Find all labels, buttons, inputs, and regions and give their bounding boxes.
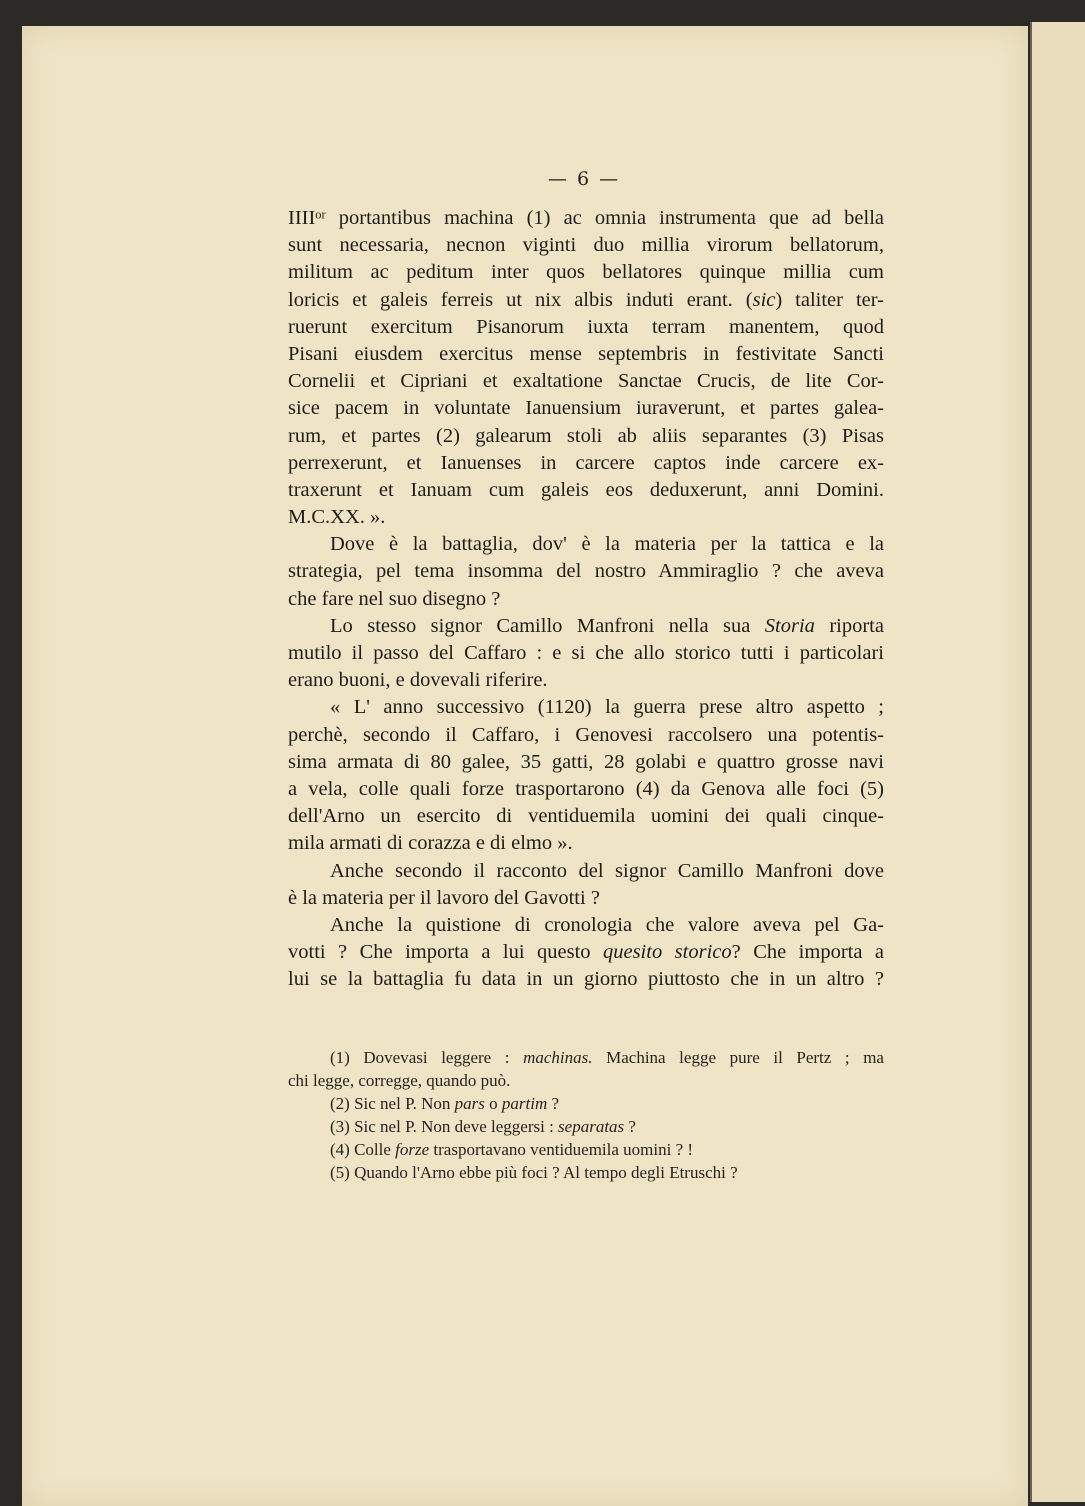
text-segment: Pisani eiusdem exercitus mense septembris in festivitate Sancti	[288, 342, 884, 365]
body-line	[288, 640, 884, 667]
body-line	[288, 966, 884, 993]
footnote-line	[288, 1069, 884, 1092]
body-line	[288, 259, 884, 286]
footnote-line	[288, 1115, 884, 1138]
body-line	[288, 803, 884, 830]
body-line	[288, 667, 884, 694]
text-segment: Cornelii et Cipriani et exaltatione Sanctae Crucis, de lite Cor-	[288, 370, 884, 393]
text-segment: che fare nel suo disegno ?	[288, 587, 501, 610]
body-line	[288, 613, 884, 640]
body-line	[288, 368, 884, 395]
text-segment: (2) Sic nel P. Non	[330, 1094, 455, 1113]
text-segment: sice pacem in voluntate Ianuensium iuraverunt, et partes galea-	[288, 397, 884, 420]
text-segment: perchè, secondo il Caffaro, i Genovesi raccolsero una potentis-	[288, 723, 884, 746]
text-segment: chi legge, corregge, quando può.	[288, 1071, 511, 1090]
footnote-line	[288, 1138, 884, 1161]
text-segment: perrexerunt, et Ianuenses in carcere captos inde carcere ex-	[288, 451, 884, 474]
body-line	[288, 749, 884, 776]
body-line	[288, 939, 884, 966]
body-line	[288, 341, 884, 368]
text-segment: IIII	[288, 207, 316, 229]
text-segment: militum ac peditum inter quos bellatores quinque millia cum	[288, 261, 884, 284]
italic-text: pars	[454, 1094, 485, 1113]
body-line	[288, 395, 884, 422]
text-segment: Lo stesso signor Camillo Manfroni nella sua	[330, 614, 765, 637]
body-line	[288, 776, 884, 803]
body-line	[288, 885, 884, 912]
body-text	[288, 205, 884, 993]
body-line	[288, 504, 884, 531]
text-segment: votti ? Che importa a lui questo	[288, 941, 603, 964]
text-segment: ) taliter ter-	[775, 288, 884, 311]
text-segment: mutilo il passo del Caffaro : e si che allo storico tutti i particolari	[288, 642, 884, 664]
italic-text: machinas.	[523, 1048, 593, 1067]
text-segment: (3) Sic nel P. Non deve leggersi :	[330, 1117, 559, 1136]
text-segment: mila armati di corazza e di elmo ».	[288, 832, 573, 855]
text-segment: trasportavano ventiduemila uomini ? !	[429, 1140, 694, 1159]
text-segment: Machina legge pure il Pertz ; ma	[592, 1048, 884, 1067]
text-segment: ruerunt exercitum Pisanorum iuxta terram manentem, quod	[288, 315, 884, 338]
page-number: — 6 —	[548, 168, 621, 190]
body-line	[288, 423, 884, 450]
body-line	[288, 450, 884, 477]
body-line	[288, 232, 884, 259]
text-segment: (1) Dovevasi leggere :	[330, 1048, 524, 1067]
text-segment: sunt necessaria, necnon viginti duo millia virorum bellatorum,	[288, 234, 884, 257]
text-segment: Anche la quistione di cronologia che valore aveva pel Ga-	[330, 913, 884, 936]
text-segment: dell'Arno un esercito di ventiduemila uomini dei quali cinque-	[288, 805, 884, 828]
text-segment: ?	[624, 1117, 636, 1136]
text-segment: sima armata di 80 galee, 35 gatti, 28 golabi e quattro grosse navi	[288, 750, 884, 773]
italic-text: Storia	[764, 614, 815, 637]
footnote-line	[288, 1092, 884, 1115]
italic-text: partim	[501, 1094, 548, 1113]
body-line	[288, 912, 884, 939]
text-segment: rum, et partes (2) galearum stoli ab aliis separantes (3) Pisas	[288, 424, 884, 447]
text-segment: ?	[547, 1094, 560, 1113]
body-line	[288, 586, 884, 613]
body-line	[288, 722, 884, 749]
text-segment: Dove è la battaglia, dov' è la materia per la tattica e la	[330, 533, 884, 556]
text-segment: (4) Colle	[330, 1140, 396, 1159]
body-line	[288, 830, 884, 857]
body-line	[288, 531, 884, 558]
text-segment: ? Che importa a	[731, 941, 885, 964]
text-segment: a vela, colle quali forze trasportarono (4) da Genova alle foci (5)	[288, 777, 884, 800]
text-segment: « L' anno successivo (1120) la guerra prese altro aspetto ;	[330, 696, 884, 719]
body-line	[288, 205, 884, 232]
footnotes	[288, 1046, 884, 1184]
text-segment: lui se la battaglia fu data in un giorno piuttosto che in un altro ?	[288, 968, 884, 991]
text-segment: M.C.XX. ».	[288, 506, 386, 529]
italic-text: forze	[395, 1140, 430, 1159]
text-segment: Anche secondo il racconto del signor Camillo Manfroni dove	[330, 859, 884, 882]
text-segment: erano buoni, e dovevali riferire.	[288, 669, 548, 692]
text-segment: traxerunt et Ianuam cum galeis eos deduxerunt, anni Domini.	[288, 478, 884, 501]
adjacent-page-edge	[1030, 22, 1085, 1502]
text-segment: portantibus machina (1) ac omnia instrumenta que ad bella	[325, 207, 884, 229]
text-segment: (5) Quando l'Arno ebbe più foci ? Al tempo degli Etruschi ?	[330, 1163, 738, 1182]
text-segment: strategia, pel tema insomma del nostro Ammiraglio ? che aveva	[288, 560, 884, 583]
text-segment: o	[484, 1094, 502, 1113]
italic-text: sic	[752, 288, 776, 311]
body-line	[288, 314, 884, 341]
italic-text: quesito storico	[602, 941, 732, 964]
italic-text: separatas	[558, 1117, 625, 1136]
body-line	[288, 558, 884, 585]
body-line	[288, 477, 884, 504]
body-line	[288, 287, 884, 314]
body-line	[288, 858, 884, 885]
text-segment: è la materia per il lavoro del Gavotti ?	[288, 886, 600, 909]
text-segment: riporta	[814, 614, 884, 637]
text-segment: ᵒʳ	[315, 207, 326, 229]
text-segment: loricis et galeis ferreis ut nix albis induti erant. (	[288, 288, 753, 311]
footnote-line	[288, 1046, 884, 1069]
body-line	[288, 694, 884, 721]
footnote-line	[288, 1161, 884, 1184]
